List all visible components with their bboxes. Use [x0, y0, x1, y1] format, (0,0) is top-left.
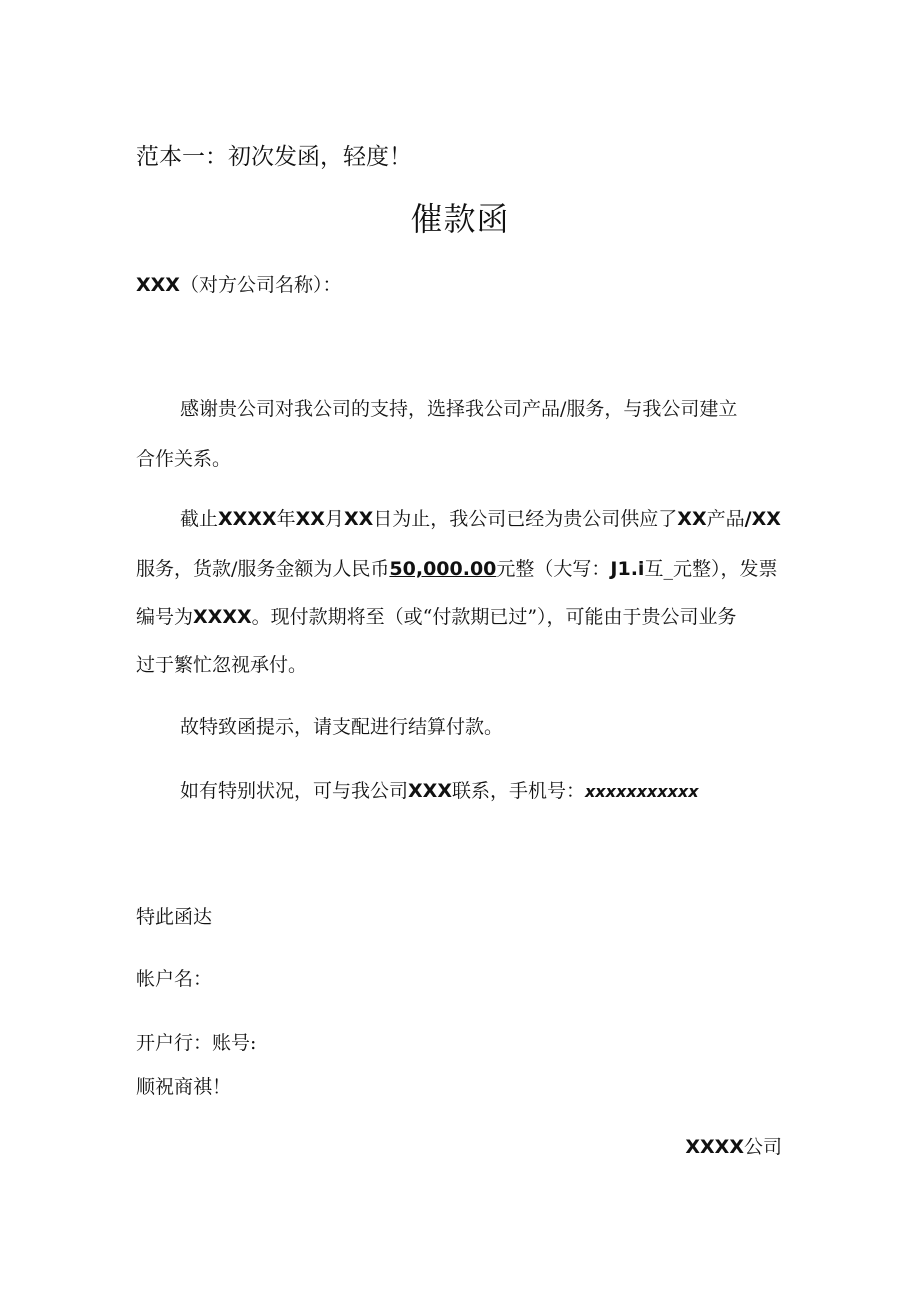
day-placeholder: XX: [343, 508, 374, 530]
contact-person-placeholder: XXX: [408, 780, 452, 802]
phone-number-placeholder: xxxxxxxxxxx: [584, 782, 699, 801]
paragraph-1-line-1-text: 感谢贵公司对我公司的支持，选择我公司产品/服务，与我公司建立: [180, 398, 738, 420]
recipient-company-note: （对方公司名称）：: [179, 274, 342, 296]
paragraph-2-line-1: [180, 506, 781, 532]
text-segment: 互_元整），发票: [644, 558, 778, 580]
paragraph-2-line-4: 过于繁忙忽视承付。: [136, 654, 308, 676]
text-segment: 服务，货款/服务金额为人民币: [136, 558, 390, 580]
amount-value: 50,000.00: [389, 558, 497, 580]
text-segment: 联系，手机号：: [451, 780, 585, 802]
invoice-number-placeholder: XXXX: [193, 606, 252, 628]
paragraph-2-line-2: [136, 556, 777, 582]
wishes: 顺祝商祺！: [136, 1076, 232, 1098]
text-segment: 元整（大写：: [496, 558, 611, 580]
month-placeholder: XX: [295, 508, 325, 530]
text-segment: 月: [324, 508, 344, 530]
salutation: [136, 272, 341, 298]
text-segment: 。现付款期将至（或“付款期已过”），可能由于贵公司业务: [251, 606, 737, 628]
signature-company: [685, 1134, 782, 1160]
service-placeholder: /XX: [744, 508, 781, 530]
text-segment: 编号为: [136, 606, 194, 628]
text-segment: 日为止，我公司已经为贵公司供应了: [373, 508, 678, 530]
text-segment: 截止: [180, 508, 219, 530]
account-name-label: 帐户名：: [136, 968, 213, 990]
paragraph-4: [180, 778, 699, 805]
year-placeholder: XXXX: [218, 508, 277, 530]
amount-in-words: J1.i: [610, 558, 645, 580]
paragraph-3: 故特致函提示，请支配进行结算付款。: [180, 716, 504, 738]
signature-company-placeholder: XXXX: [685, 1136, 744, 1158]
bank-account-label: 开户行：账号:: [136, 1032, 257, 1054]
product-placeholder: XX: [677, 508, 707, 530]
paragraph-1-line-1: [180, 396, 776, 422]
document-title: 催款函: [410, 200, 510, 238]
paragraph-2-line-3: [136, 604, 737, 630]
signature-company-suffix: 公司: [743, 1136, 782, 1158]
text-segment: 年: [276, 508, 296, 530]
paragraph-1-line-2: 合作关系。: [136, 448, 232, 470]
text-segment: 产品: [706, 508, 745, 530]
recipient-company-placeholder: XXX: [136, 274, 180, 296]
text-segment: 如有特别状况，可与我公司: [180, 780, 409, 802]
closing-phrase: 特此函达: [136, 906, 213, 928]
sample-title: 范本一：初次发函，轻度！: [136, 144, 412, 170]
